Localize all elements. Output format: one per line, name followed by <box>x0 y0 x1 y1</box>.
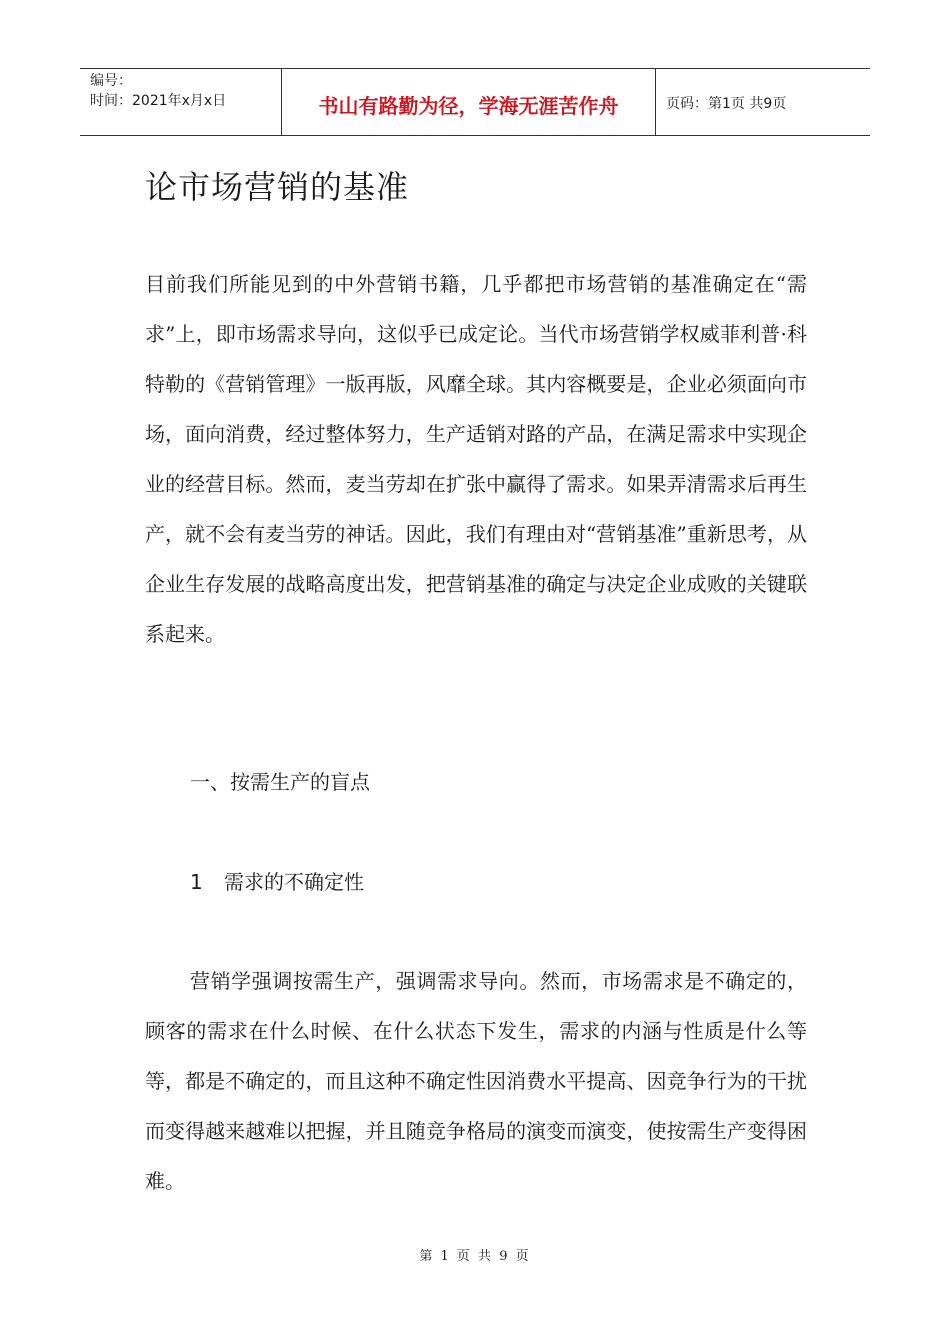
motto-text: 书山有路勤为径，学海无涯苦作舟 <box>318 93 619 118</box>
time-label: 时间：2021年x月x日 <box>90 93 227 109</box>
subsection-title: 需求的不确定性 <box>224 870 364 894</box>
header-motto-cell <box>282 69 656 135</box>
serial-label: 编号： <box>90 73 132 89</box>
page-footer: 第 1 页 共 9 页 <box>419 1249 531 1264</box>
page-code: 页码：第1页 共9页 <box>666 96 787 112</box>
subsection-heading-1 <box>190 857 852 907</box>
document-title: 论市场营销的基准 <box>145 168 410 206</box>
header-table <box>80 68 870 136</box>
section-heading-1: 一、按需生产的盲点 <box>190 770 370 794</box>
header-page-cell <box>656 69 870 135</box>
subsection-paragraph-1: 营销学强调按需生产，强调需求导向。然而，市场需求是不确定的，顾客的需求在什么时候、在什么状态下发生，需求的内涵与性质是什么等等，都是不确定的，而且这种不确定性因消费水平提高、因竞争行为的干扰而变得越来越难以把握，并且随竞争格局的演变而演变，使按需生产变得困难。 <box>145 969 807 1193</box>
header-meta-cell <box>80 69 282 135</box>
subsection-number: 1 <box>190 870 203 894</box>
intro-paragraph: 目前我们所能见到的中外营销书籍，几乎都把市场营销的基准确定在“需求”上，即市场需求导向，这似乎已成定论。当代市场营销学权威菲利普·科特勒的《营销管理》一版再版，风靡全球。其内容概要是，企业必须面向市场，面向消费，经过整体努力，生产适销对路的产品，在满足需求中实现企业的经营目标。然而，麦当劳却在扩张中赢得了需求。如果弄清需求后再生产，就不会有麦当劳的神话。因此，我们有理由对“营销基准”重新思考，从企业生存发展的战略高度出发，把营销基准的确定与决定企业成败的关键联系起来。 <box>145 272 807 646</box>
